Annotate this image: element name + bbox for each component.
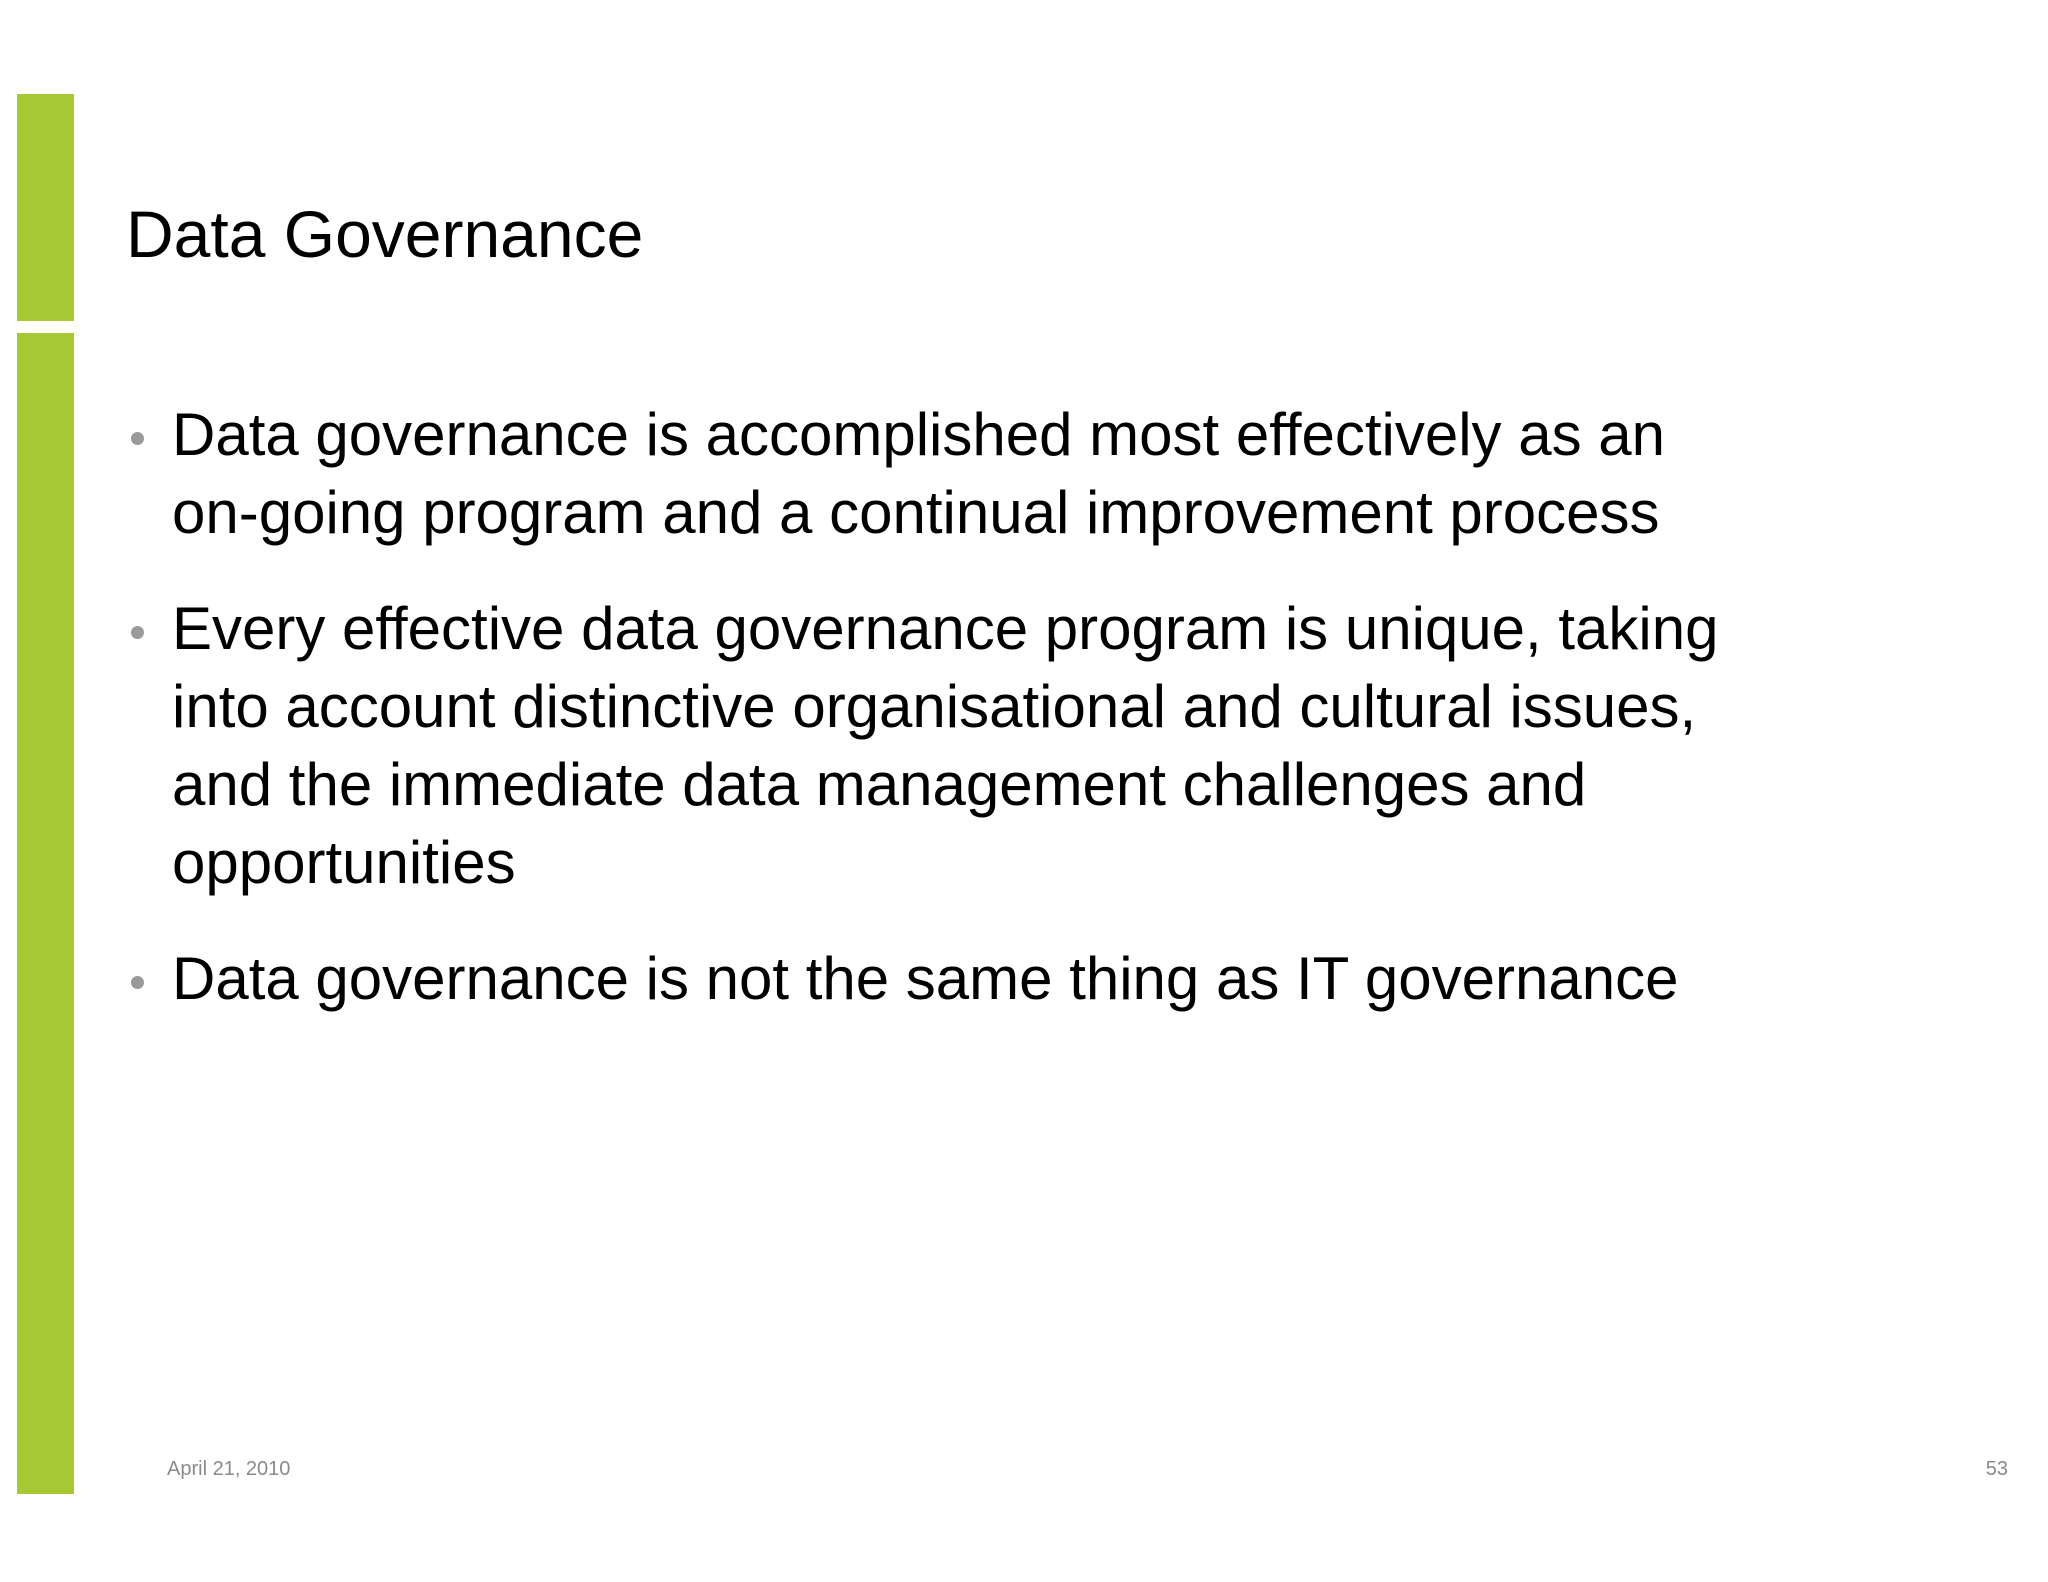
bullet-list [126,396,1986,1056]
bullet-line: into account distinctive organisational and cultural issues, [172,673,1697,740]
bullet-line: Data governance is accomplished most effectively as an [172,401,1665,468]
bullet-dot-icon [131,626,144,639]
bullet-line: Data governance is not the same thing as IT governance [172,945,1679,1012]
accent-bar-top [17,94,74,321]
bullet-line: opportunities [172,829,516,896]
bullet-dot-icon [131,976,144,989]
accent-bar-bottom [17,333,74,1494]
bullet-dot-icon [131,432,144,445]
bullet-line: Every effective data governance program is unique, taking [172,595,1719,662]
bullet-item [126,590,1986,902]
bullet-line: and the immediate data management challenges and [172,751,1587,818]
bullet-line: on-going program and a continual improvement process [172,479,1660,546]
slide-title: Data Governance [126,197,644,271]
bullet-item [126,940,1986,1018]
page-number: 53 [1985,1458,2008,1480]
footer-date: April 21, 2010 [167,1458,291,1480]
bullet-item [126,396,1986,552]
